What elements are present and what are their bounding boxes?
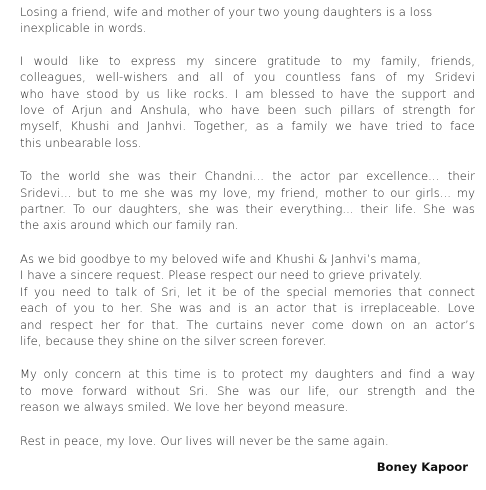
paragraph-request [20, 251, 475, 349]
text-line: To the world she was their Chandni... the actor par excellence... their [20, 169, 475, 184]
paragraph-opening [20, 4, 475, 37]
text-line: and respect her for that. The curtains never come down on an actor’s [20, 317, 475, 332]
paragraph-closing [20, 433, 475, 449]
text-line: reason we always smiled. We love her beyond measure. [20, 400, 349, 415]
text-line: to move forward without Sri. She was our life, our strength and the [20, 383, 475, 398]
text-line: Losing a friend, wife and mother of your two young daughters is a loss [20, 5, 433, 19]
text-line: My only concern at this time is to protect my daughters and find a way [20, 367, 475, 382]
text-line: myself, Khushi and Janhvi. Together, as a family we have tried to face [20, 119, 475, 134]
text-line: life, because they shine on the silver screen forever. [20, 333, 327, 348]
text-line: Sridevi... but to me she was my love, my friend, mother to our girls... my [20, 185, 475, 200]
paragraph-concern [20, 366, 475, 415]
text-line: the axis around which our family ran. [20, 218, 239, 233]
signature: Boney Kapoor [376, 460, 468, 474]
text-line: partner. To our daughters, she was their everything... their life. She was [20, 202, 475, 217]
text-line: each of you to her. She was and is an actor that is irreplaceable. Love [20, 301, 475, 316]
text-line: this unbearable loss. [20, 135, 142, 150]
paragraph-gratitude [20, 53, 475, 151]
text-line: who have stood by us like rocks. I am blessed to have the support and [20, 86, 475, 101]
text-line: If you need to talk of Sri, let it be of the special memories that connect [20, 284, 475, 299]
text-line: As we bid goodbye to my beloved wife and Khushi & Janhvi’s mama, [20, 251, 421, 266]
text-line: I have a sincere request. Please respect our need to grieve privately. [20, 268, 423, 283]
letter-body [20, 4, 475, 466]
text-line: colleagues, well-wishers and all of you countless fans of my Sridevi [20, 70, 475, 85]
text-line: inexplicable in words. [20, 21, 147, 36]
text-line: I would like to express my sincere gratitude to my family, friends, [20, 53, 475, 68]
paragraph-tribute [20, 168, 475, 234]
text-line: love of Arjun and Anshula, who have been such pillars of strength for [20, 103, 475, 118]
text-line: Rest in peace, my love. Our lives will never be the same again. [20, 433, 389, 448]
